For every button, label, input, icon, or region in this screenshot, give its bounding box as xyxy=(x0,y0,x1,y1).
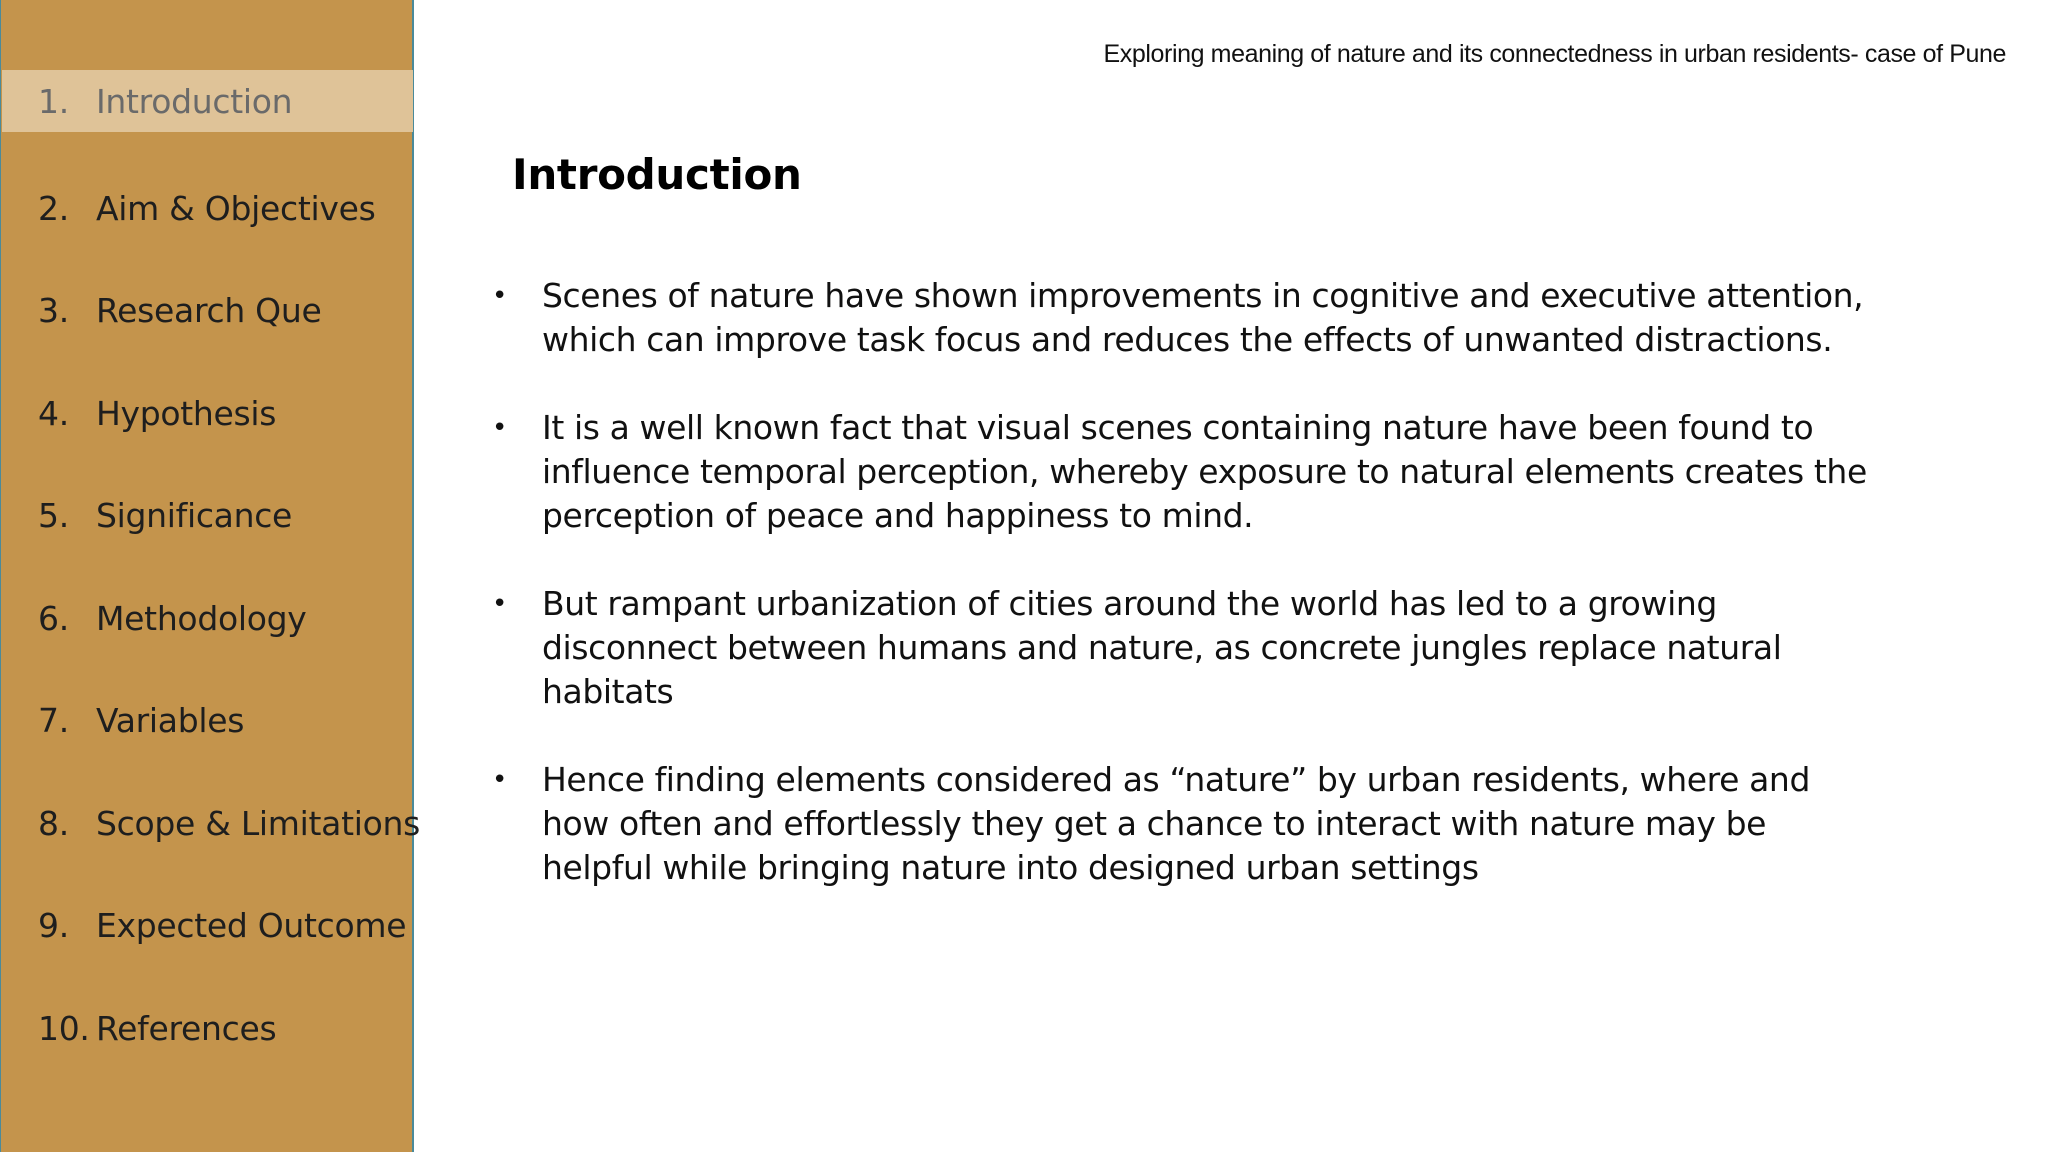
sidebar-item-label: Aim & Objectives xyxy=(96,188,376,228)
bullet-text: Hence finding elements considered as “nature” by urban residents, where and how often and effortlessly they get a chance to interact with nature may be helpful while bringing nature into designed urban settings xyxy=(542,760,1810,887)
bullet-text: Scenes of nature have shown improvements in cognitive and executive attention, which can improve task focus and reduces the effects of unwanted distractions. xyxy=(542,276,1864,359)
sidebar-item-expected-outcome[interactable] xyxy=(2,894,413,956)
bullet-dot-icon: • xyxy=(492,281,507,311)
sidebar-item-number: 4. xyxy=(38,393,69,433)
slide-title: Introduction xyxy=(512,150,802,199)
sidebar-item-methodology[interactable] xyxy=(2,587,413,649)
sidebar-item-significance[interactable] xyxy=(2,484,413,546)
sidebar-item-number: 2. xyxy=(38,188,69,228)
sidebar-item-label: Significance xyxy=(96,495,293,535)
sidebar-item-number: 8. xyxy=(38,803,69,843)
sidebar-item-scope-limitations[interactable] xyxy=(2,792,420,854)
bullet-text: It is a well known fact that visual scenes containing nature have been found to influence temporal perception, whereby exposure to natural elements creates the perception of peace and happiness to mind. xyxy=(542,408,1867,535)
bullet-item xyxy=(492,406,1872,538)
sidebar-item-label: Hypothesis xyxy=(96,393,277,433)
sidebar-item-number: 1. xyxy=(38,81,69,121)
sidebar-item-number: 7. xyxy=(38,700,69,740)
sidebar-item-number: 9. xyxy=(38,905,69,945)
sidebar-item-label: Introduction xyxy=(96,81,293,121)
sidebar-item-variables[interactable] xyxy=(2,689,413,751)
bullet-list xyxy=(492,274,1872,934)
bullet-item xyxy=(492,582,1872,714)
bullet-dot-icon: • xyxy=(492,589,507,619)
sidebar-nav xyxy=(0,0,420,1152)
sidebar-item-hypothesis[interactable] xyxy=(2,382,413,444)
sidebar-item-label: Variables xyxy=(96,700,245,740)
sidebar-item-number: 3. xyxy=(38,290,69,330)
bullet-text: But rampant urbanization of cities around the world has led to a growing disconnect between humans and nature, as concrete jungles replace natural habitats xyxy=(542,584,1782,711)
sidebar-item-label: Research Que xyxy=(96,290,322,330)
bullet-item xyxy=(492,274,1872,362)
sidebar-item-number: 5. xyxy=(38,495,69,535)
sidebar-item-introduction[interactable] xyxy=(2,70,413,132)
sidebar-item-number: 6. xyxy=(38,598,69,638)
sidebar-item-aim-objectives[interactable] xyxy=(2,177,413,239)
bullet-dot-icon: • xyxy=(492,765,507,795)
sidebar-item-label: Expected Outcome xyxy=(96,905,407,945)
sidebar-item-research-question[interactable] xyxy=(2,279,413,341)
sidebar-item-number: 10. xyxy=(38,1008,90,1048)
bullet-item xyxy=(492,758,1872,890)
sidebar-item-label: Methodology xyxy=(96,598,307,638)
sidebar-item-label: Scope & Limitations xyxy=(96,803,420,843)
presentation-header-title: Exploring meaning of nature and its connectedness in urban residents- case of Pune xyxy=(1103,40,2006,68)
sidebar-item-label: References xyxy=(96,1008,277,1048)
bullet-dot-icon: • xyxy=(492,413,507,443)
sidebar-item-references[interactable] xyxy=(2,997,413,1059)
